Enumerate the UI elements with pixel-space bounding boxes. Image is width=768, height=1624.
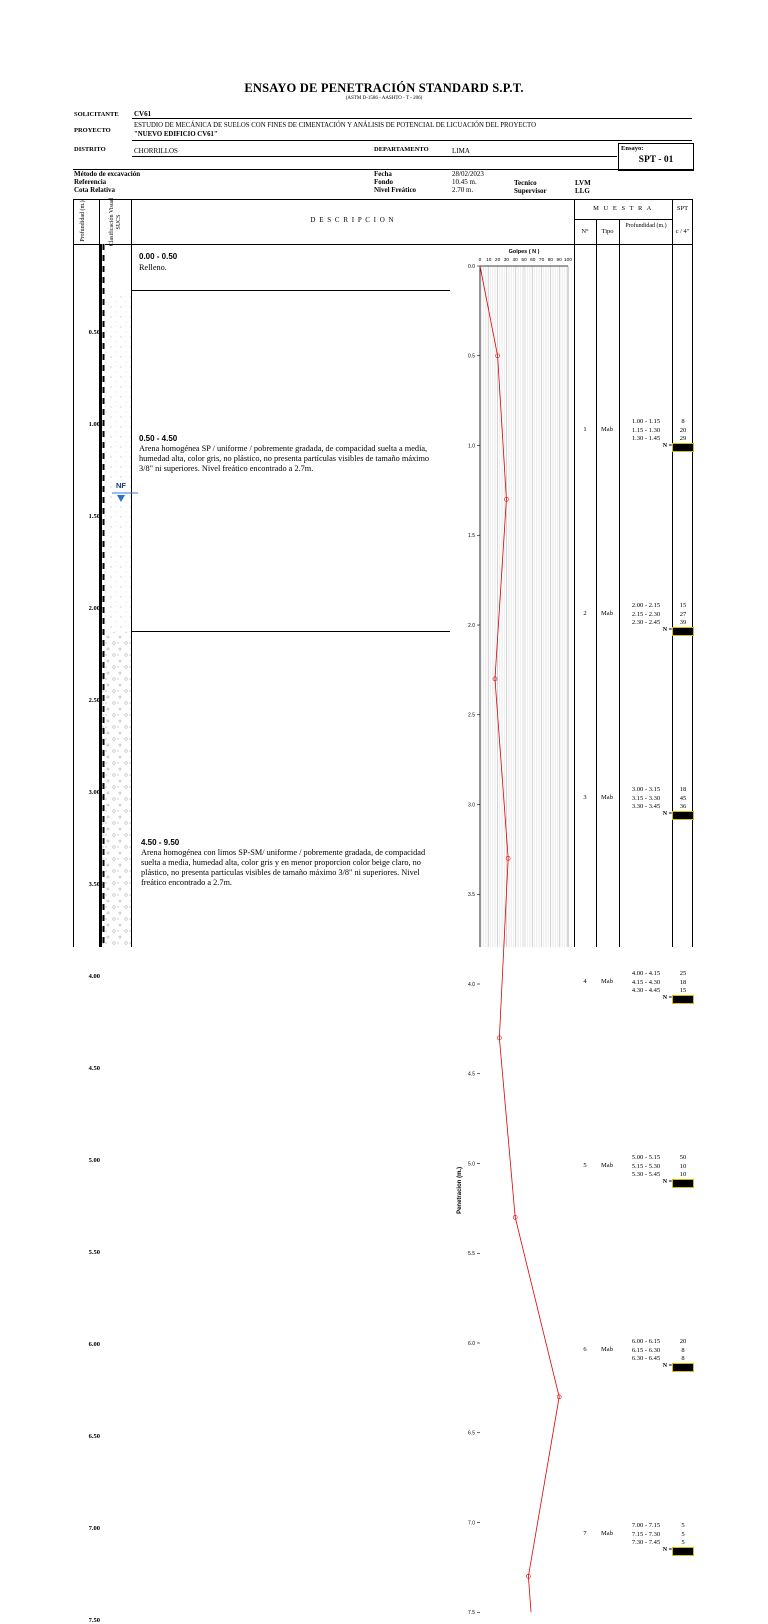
stratum-2 bbox=[139, 434, 439, 474]
n-value-label: N = bbox=[662, 443, 672, 449]
solicitante-label: SOLICITANTE bbox=[74, 111, 119, 118]
sample-depth-intervals: 6.00 - 6.15 6.15 - 6.30 6.30 - 6.45 bbox=[631, 1338, 661, 1362]
sample-depth-intervals: 4.00 - 4.15 4.15 - 4.30 4.30 - 4.45 bbox=[631, 970, 661, 994]
sample-type: Mab bbox=[601, 1346, 613, 1353]
water-table-icon bbox=[112, 492, 172, 506]
n-value-label: N = bbox=[662, 1547, 672, 1553]
y-tick-label: 3.0 bbox=[468, 802, 475, 809]
n-value-box bbox=[673, 812, 693, 819]
stratum-3-range: 4.50 - 9.50 bbox=[141, 838, 180, 847]
sample-blow-counts: 20 8 8 bbox=[679, 1338, 687, 1362]
y-tick-label: 7.0 bbox=[468, 1520, 475, 1527]
sample-number: 2 bbox=[583, 610, 587, 617]
depth-label: 2.50 bbox=[88, 697, 100, 704]
x-tick-label: 0 bbox=[478, 258, 482, 263]
sample-number: 5 bbox=[583, 1162, 587, 1169]
y-tick-label: 1.0 bbox=[468, 443, 475, 450]
depth-label: 0.50 bbox=[88, 329, 100, 336]
referencia-label: Referencia bbox=[74, 178, 107, 186]
sample-blow-counts: 5 5 5 bbox=[681, 1522, 685, 1546]
nf-label: NF bbox=[116, 481, 126, 490]
sample-blow-counts: 8 20 29 bbox=[679, 418, 687, 442]
col-spt-header: SPT bbox=[676, 205, 689, 212]
proyecto-line2: "NUEVO EDIFICIO CV61" bbox=[134, 131, 218, 138]
y-tick-label: 2.0 bbox=[468, 622, 475, 629]
sample-depth-intervals: 3.00 - 3.15 3.15 - 3.30 3.30 - 3.45 bbox=[631, 786, 661, 810]
cota-label: Cota Relativa bbox=[74, 186, 116, 194]
fecha-label: Fecha bbox=[374, 170, 392, 178]
metodo-label: Método de excavación bbox=[74, 170, 141, 178]
proyecto-label: PROYECTO bbox=[74, 127, 111, 134]
sample-type: Mab bbox=[601, 1530, 613, 1537]
nivel-label: Nivel Freático bbox=[374, 186, 417, 194]
stratum-3 bbox=[141, 838, 441, 888]
sample-number: 7 bbox=[583, 1530, 587, 1537]
sample-type: Mab bbox=[601, 1162, 613, 1169]
y-axis-label: Penetracion (m.) bbox=[457, 1166, 463, 1214]
report-title: ENSAYO DE PENETRACIÓN STANDARD S.P.T. bbox=[244, 81, 524, 95]
fondo-label: Fondo bbox=[374, 178, 394, 186]
x-tick-label: 10 bbox=[486, 258, 492, 263]
depth-label: 5.00 bbox=[88, 1157, 100, 1164]
depth-label: 6.00 bbox=[88, 1341, 100, 1348]
ensayo-label: Ensayo: bbox=[621, 145, 644, 152]
y-tick-label: 6.0 bbox=[468, 1340, 475, 1347]
sample-type: Mab bbox=[601, 426, 613, 433]
col-golpes-header: c / 4" bbox=[675, 228, 690, 235]
log-table bbox=[73, 199, 693, 947]
col-prof-muestra-header: Profundidad (m.) bbox=[625, 223, 667, 229]
col-descripcion-header: D E S C R I P C I O N bbox=[310, 216, 395, 224]
ensayo-value: SPT - 01 bbox=[638, 155, 674, 165]
col-clasificacion-header: Clasificación Visual SUCS bbox=[109, 197, 122, 247]
y-tick-label: 4.5 bbox=[468, 1071, 475, 1078]
stratum-1-range: 0.00 - 0.50 bbox=[139, 252, 178, 261]
supervisor-value: LLG bbox=[575, 187, 590, 195]
y-tick-label: 5.5 bbox=[468, 1251, 475, 1258]
proyecto-line1: ESTUDIO DE MECÁNICA DE SUELOS CON FINES DE CIMENTACIÓN Y ANÁLISIS DE POTENCIAL DE LICUACIÓN DEL PROYECTO bbox=[134, 122, 536, 129]
n-value-label: N = bbox=[662, 1179, 672, 1185]
n-value-box bbox=[673, 444, 693, 451]
n-value-label: N = bbox=[662, 1363, 672, 1369]
sample-blow-counts: 50 10 10 bbox=[679, 1154, 687, 1178]
x-tick-label: 100 bbox=[563, 258, 573, 263]
n-value-label: N = bbox=[662, 995, 672, 1001]
fecha-value: 28/02/2023 bbox=[452, 170, 484, 178]
stratum-1-text: Relleno. bbox=[139, 263, 167, 272]
x-tick-label: 60 bbox=[530, 258, 536, 263]
sample-blow-counts: 18 45 36 bbox=[679, 786, 687, 810]
stratum-1 bbox=[139, 252, 439, 273]
supervisor-label: Supervisor bbox=[514, 187, 547, 195]
n-value-box bbox=[673, 1180, 693, 1187]
sample-number: 1 bbox=[583, 426, 587, 433]
distrito-value: CHORRILLOS bbox=[134, 147, 178, 155]
y-tick-label: 0.5 bbox=[468, 353, 475, 360]
col-num-header: N° bbox=[581, 228, 589, 235]
sample-number: 4 bbox=[583, 978, 587, 985]
x-tick-label: 90 bbox=[556, 258, 562, 263]
n-value-box bbox=[673, 628, 693, 635]
col-profundidad-header: Profundidad (m.) bbox=[80, 200, 86, 242]
depth-label: 1.00 bbox=[88, 421, 100, 428]
sample-depth-intervals: 2.00 - 2.15 2.15 - 2.30 2.30 - 2.45 bbox=[631, 602, 661, 626]
depth-label: 3.00 bbox=[88, 789, 100, 796]
sample-depth-intervals: 1.00 - 1.15 1.15 - 1.30 1.30 - 1.45 bbox=[631, 418, 661, 442]
x-tick-label: 40 bbox=[512, 258, 518, 263]
y-tick-label: 0.0 bbox=[468, 263, 475, 270]
x-tick-label: 70 bbox=[538, 258, 545, 263]
sample-depth-intervals: 5.00 - 5.15 5.15 - 5.30 5.30 - 5.45 bbox=[631, 1154, 661, 1178]
departamento-label: DEPARTAMENTO bbox=[374, 146, 429, 153]
n-value-label: N = bbox=[662, 627, 672, 633]
x-tick-label: 20 bbox=[494, 258, 501, 263]
tecnico-value: LVM bbox=[575, 179, 591, 187]
depth-label: 3.50 bbox=[88, 881, 100, 888]
n-value-box bbox=[673, 1548, 693, 1555]
y-tick-label: 4.0 bbox=[468, 981, 475, 988]
col-muestra-header: M U E S T R A bbox=[593, 205, 653, 212]
n-value-label: N = bbox=[662, 811, 672, 817]
sample-type: Mab bbox=[601, 978, 613, 985]
sample-number: 6 bbox=[583, 1346, 587, 1353]
fondo-value: 10.45 m. bbox=[452, 178, 477, 186]
ensayo-box bbox=[618, 143, 694, 171]
departamento-value: LIMA bbox=[452, 147, 470, 155]
spt-series-line bbox=[480, 266, 559, 1612]
tecnico-label: Tecnico bbox=[514, 179, 537, 187]
depth-label: 5.50 bbox=[88, 1249, 100, 1256]
depth-ruler bbox=[99, 244, 105, 947]
sample-type: Mab bbox=[601, 610, 613, 617]
depth-label: 1.50 bbox=[88, 513, 100, 520]
solicitante-value: CV61 bbox=[134, 110, 152, 118]
depth-label: 2.00 bbox=[88, 605, 100, 612]
sample-number: 3 bbox=[583, 794, 587, 801]
sample-blow-counts: 15 27 39 bbox=[679, 602, 687, 626]
x-tick-label: 50 bbox=[521, 258, 527, 263]
depth-label: 4.50 bbox=[88, 1065, 100, 1072]
depth-label: 6.50 bbox=[88, 1433, 100, 1440]
report-subtitle: (ASTM D-1586 - AASHTO - T - 206) bbox=[345, 96, 423, 101]
y-tick-label: 3.5 bbox=[468, 892, 475, 899]
chart-title: Golpes ( N ) bbox=[508, 249, 540, 255]
sample-depth-intervals: 7.00 - 7.15 7.15 - 7.30 7.30 - 7.45 bbox=[631, 1522, 661, 1546]
depth-label: 7.00 bbox=[88, 1525, 100, 1532]
stratum-2-range: 0.50 - 4.50 bbox=[139, 434, 178, 443]
y-tick-label: 7.5 bbox=[468, 1610, 475, 1617]
sample-type: Mab bbox=[601, 794, 613, 801]
spt-chart bbox=[450, 244, 574, 1617]
n-value-box bbox=[673, 996, 693, 1003]
depth-label: 4.00 bbox=[88, 973, 100, 980]
y-tick-label: 2.5 bbox=[468, 712, 475, 719]
x-tick-label: 80 bbox=[547, 258, 554, 263]
depth-label: 7.50 bbox=[88, 1617, 100, 1624]
sample-blow-counts: 25 18 15 bbox=[679, 970, 687, 994]
y-tick-label: 5.0 bbox=[468, 1161, 475, 1168]
col-tipo-header: Tipo bbox=[601, 228, 614, 235]
x-tick-label: 30 bbox=[503, 258, 510, 263]
stratum-3-text: Arena homogénea con limos SP-SM/ uniforme / pobremente gradada, de compacidad suelta a media, humedad alta, color gris y en menor proporcion color beige claro, no plástico, no presenta partículas visibles de tamaño máximo 3/8" ni superiores. Nivel freático encontrado a 2.7m. bbox=[141, 848, 426, 887]
y-tick-label: 1.5 bbox=[468, 533, 475, 540]
y-tick-label: 6.5 bbox=[468, 1430, 475, 1437]
nivel-value: 2.70 m. bbox=[452, 186, 474, 194]
n-value-box bbox=[673, 1364, 693, 1371]
stratum-2-text: Arena homogénea SP / uniforme / pobremente gradada, de compacidad suelta a media, humedad alta, color gris, no plástico, no presenta partículas visibles de tamaño máximo 3/8" ni superiores. Nivel freático encontrado a 2.7m. bbox=[139, 444, 430, 473]
distrito-label: DISTRITO bbox=[74, 146, 106, 153]
